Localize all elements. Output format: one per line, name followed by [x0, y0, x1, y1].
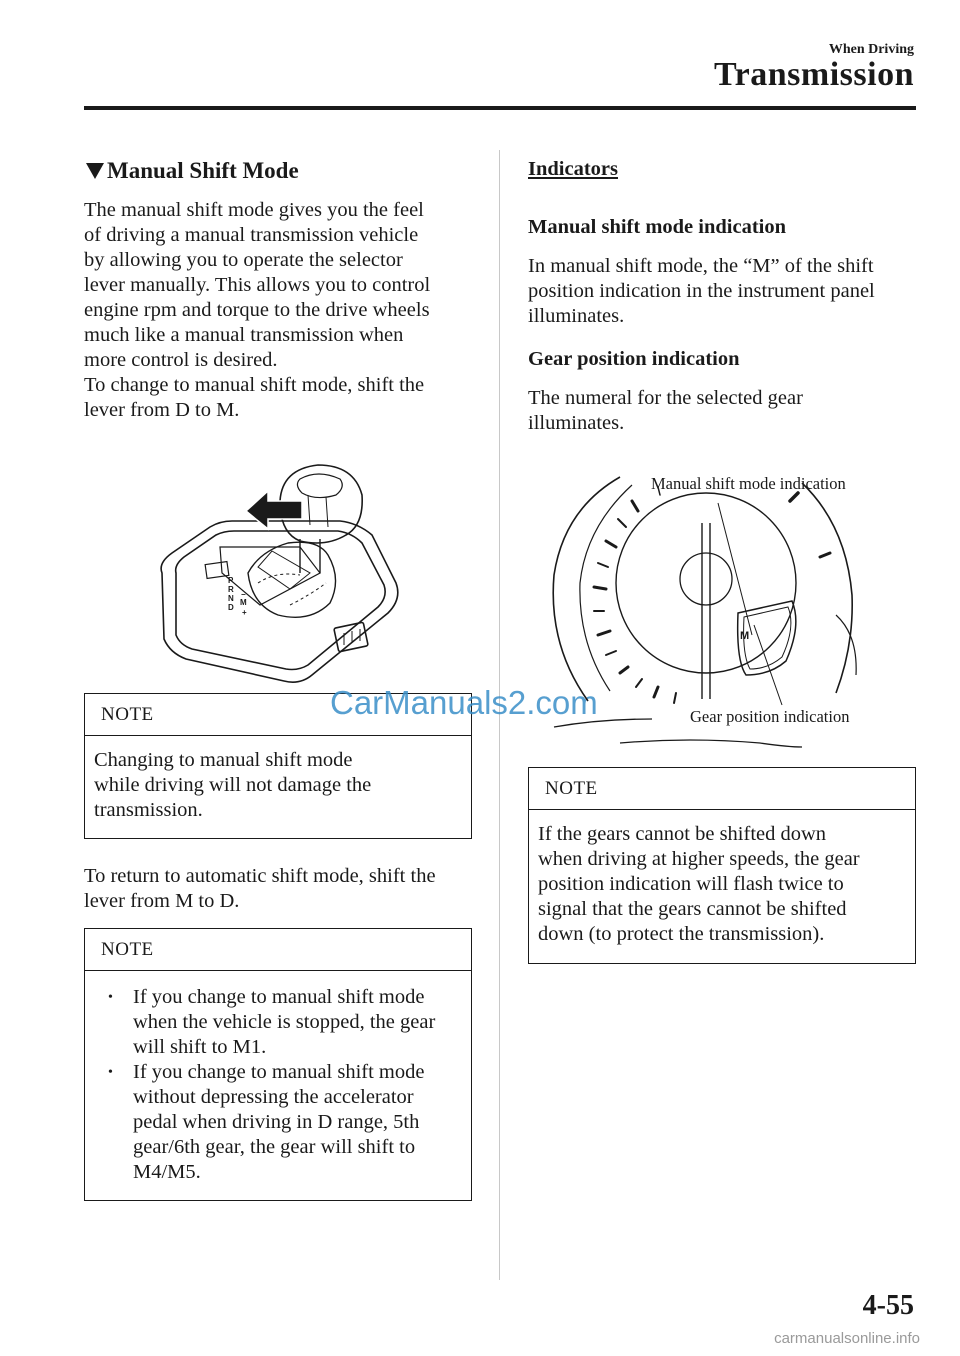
return-line: lever from M to D. [84, 890, 240, 912]
paragraph-line: position indication in the instrument panel [528, 280, 875, 302]
intro-line: The manual shift mode gives you the feel [84, 199, 424, 221]
note-box [528, 767, 916, 964]
note-title: NOTE [529, 768, 915, 810]
subheading-gear-position: Gear position indication [528, 348, 740, 370]
return-paragraph [84, 864, 484, 914]
indicators-heading: Indicators [528, 158, 618, 180]
callout-manual-shift: Manual shift mode indication [651, 474, 846, 493]
intro-paragraph [84, 198, 484, 423]
intro-line: To change to manual shift mode, shift the [84, 374, 425, 396]
intro-line: lever manually. This allows you to control [84, 274, 431, 296]
intro-line: engine rpm and torque to the drive wheels [84, 299, 430, 321]
note-line: Changing to manual shift mode [94, 749, 353, 771]
bullet-line: will shift to M1. [133, 1036, 267, 1058]
footer-site-link[interactable]: carmanualsonline.info [774, 1330, 920, 1347]
note-body [85, 971, 471, 1197]
callout-gear-position: Gear position indication [690, 707, 850, 726]
header-rule [84, 106, 916, 110]
intro-line: by allowing you to operate the selector [84, 249, 403, 271]
watermark: CarManuals2.com [330, 684, 598, 721]
section-heading [86, 158, 299, 184]
bullet-line: without depressing the accelerator [133, 1086, 414, 1108]
paragraph-line: In manual shift mode, the “M” of the shift [528, 255, 874, 277]
note-body [529, 810, 915, 959]
intro-line: lever from D to M. [84, 399, 240, 421]
section-heading-text: Manual Shift Mode [107, 158, 299, 183]
paragraph-line: illuminates. [528, 412, 625, 434]
running-head: When Driving [828, 42, 914, 57]
subheading-manual-shift: Manual shift mode indication [528, 216, 786, 238]
return-line: To return to automatic shift mode, shift the [84, 865, 436, 887]
bullet-line: gear/6th gear, the gear will shift to [133, 1136, 416, 1158]
gear-position-paragraph [528, 386, 918, 436]
intro-line: more control is desired. [84, 349, 278, 371]
manual-shift-paragraph [528, 254, 918, 329]
shifter-label-m: M [240, 598, 247, 607]
note-line: position indication will flash twice to [538, 873, 844, 895]
intro-line: much like a manual transmission when [84, 324, 404, 346]
shifter-label-p: P [228, 576, 234, 585]
bullet-line: M4/M5. [133, 1161, 201, 1183]
note-title: NOTE [85, 694, 471, 736]
note-line: transmission. [94, 799, 203, 821]
bullet-dot-icon: • [108, 990, 113, 1005]
note-line: while driving will not damage the [94, 774, 372, 796]
shifter-label-plus: + [242, 608, 247, 617]
paragraph-line: illuminates. [528, 305, 625, 327]
triangle-marker-icon [86, 163, 104, 179]
shifter-label-n: N [228, 594, 234, 603]
note-line: If the gears cannot be shifted down [538, 823, 827, 845]
intro-line: of driving a manual transmission vehicle [84, 224, 419, 246]
bullet-line: If you change to manual shift mode [133, 1061, 425, 1083]
note-line: when driving at higher speeds, the gear [538, 848, 860, 870]
note-bullet [94, 1060, 461, 1185]
note-title: NOTE [85, 929, 471, 971]
shifter-label-r: R [228, 585, 234, 594]
bullet-dot-icon: • [108, 1065, 113, 1080]
shifter-label-minus: − [241, 590, 246, 599]
bullet-line: pedal when driving in D range, 5th [133, 1111, 420, 1133]
note-line: signal that the gears cannot be shifted [538, 898, 847, 920]
chapter-title: Transmission [714, 56, 914, 93]
gauge-m-indicator: M [740, 630, 750, 642]
shifter-label-d: D [228, 603, 234, 612]
shift-lever-illustration [150, 455, 410, 690]
page-number: 4-55 [862, 1290, 914, 1321]
note-body [85, 736, 471, 835]
note-box [84, 928, 472, 1201]
note-line: down (to protect the transmission). [538, 923, 825, 945]
bullet-line: when the vehicle is stopped, the gear [133, 1011, 436, 1033]
paragraph-line: The numeral for the selected gear [528, 387, 803, 409]
bullet-line: If you change to manual shift mode [133, 986, 425, 1008]
note-bullet [94, 985, 461, 1060]
